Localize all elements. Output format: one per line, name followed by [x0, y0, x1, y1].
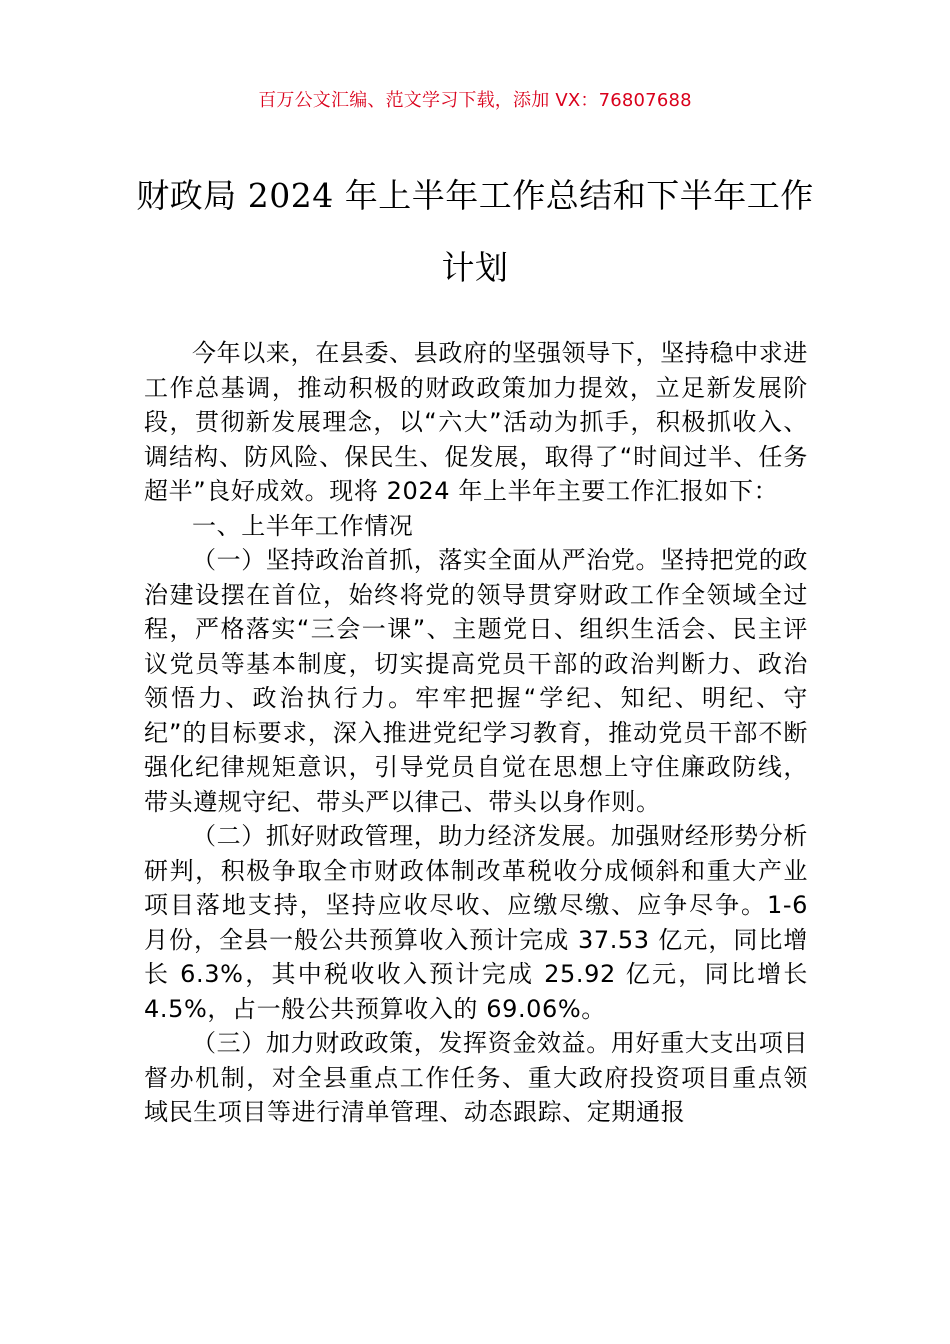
paragraph-intro: 今年以来，在县委、县政府的坚强领导下，坚持稳中求进工作总基调，推动积极的财政政策加力提效，立足新发展阶段，贯彻新发展理念，以“六大”活动为抓手，积极抓收入、调结构、防风险、保民生、促发展，取得了“时间过半、任务超半”良好成效。现将 2024 年上半年主要工作汇报如下： — [144, 339, 808, 505]
paragraph-item-1: （一）坚持政治首抓，落实全面从严治党。坚持把党的政治建设摆在首位，始终将党的领导贯穿财政工作全领域全过程，严格落实“三会一课”、主题党日、组织生活会、民主评议党员等基本制度，切实提高党员干部的政治判断力、政治领悟力、政治执行力。牢牢把握“学纪、知纪、明纪、守纪”的目标要求，深入推进党纪学习教育，推动党员干部不断强化纪律规矩意识，引导党员自觉在思想上守住廉政防线，带头遵规守纪、带头严以律己、带头以身作则。 — [144, 546, 808, 816]
document-body — [144, 336, 808, 1130]
header-note: 百万公文汇编、范文学习下载，添加 VX：76807688 — [258, 90, 692, 111]
section-heading-1: 一、上半年工作情况 — [192, 511, 414, 540]
paragraph-item-2: （二）抓好财政管理，助力经济发展。加强财经形势分析研判，积极争取全市财政体制改革税收分成倾斜和重大产业项目落地支持，坚持应收尽收、应缴尽缴、应争尽争。1-6 月份，全县一般公共预算收入预计完成 37.53 亿元，同比增长 6.3%，其中税收收入预计完成 25.92 亿元，同比增长 4.5%，占一般公共预算收入的 69.06%。 — [144, 822, 808, 1023]
document-title: 财政局 2024 年上半年工作总结和下半年工作计划 — [136, 176, 814, 287]
paragraph-item-3: （三）加力财政政策，发挥资金效益。用好重大支出项目督办机制，对全县重点工作任务、重大政府投资项目重点领域民生项目等进行清单管理、动态跟踪、定期通报 — [144, 1029, 808, 1126]
